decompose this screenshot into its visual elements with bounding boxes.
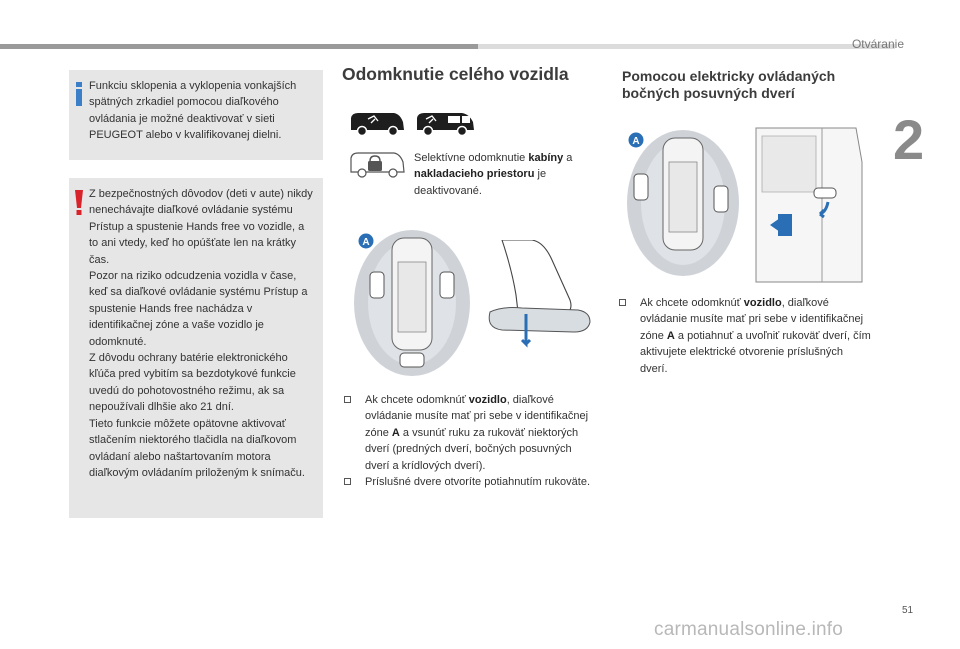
page-title: Odomknutie celého vozidla bbox=[342, 64, 569, 84]
zone-a-label-side: A bbox=[632, 136, 640, 147]
warning-exclamation-icon bbox=[74, 190, 84, 216]
checkbox-icon bbox=[344, 478, 351, 485]
instruction-item: Príslušné dvere otvoríte potiahnutím rukoväte. bbox=[342, 474, 592, 490]
header-bar-dark bbox=[0, 44, 478, 49]
page-number: 51 bbox=[902, 605, 914, 616]
info-icon bbox=[73, 82, 85, 106]
checkbox-icon bbox=[619, 299, 626, 306]
van-padlock-icon bbox=[348, 150, 406, 180]
side-title: Pomocou elektricky ovládaných bočných posuvných dverí bbox=[622, 68, 836, 101]
zone-a-badge-side bbox=[628, 132, 644, 148]
chapter-number: 2 bbox=[893, 108, 925, 171]
instruction-item: Ak chcete odomknúť vozidlo, diaľkové ovládanie musíte mať pri sebe v identifikačnej zóne A a vsunúť ruku za rukoväť niektorých dverí (predných dverí, bočných posuvných dverí a krídlových dverí). bbox=[342, 392, 592, 474]
instruction-item: Ak chcete odomknúť vozidlo, diaľkové ovládanie musíte mať pri sebe v identifikačnej zóne A a potiahnuť a uvoľniť rukoväť dverí, čím aktivujete elektrické otvorenie príslušných dverí. bbox=[617, 295, 872, 377]
van-cabin-icon bbox=[348, 110, 406, 138]
header-bar-light bbox=[478, 44, 895, 49]
zone-a-badge bbox=[358, 233, 374, 249]
zone-a-label: A bbox=[362, 237, 370, 248]
hand-on-handle-illustration bbox=[482, 240, 594, 360]
info-text: Funkciu sklopenia a vyklopenia vonkajších spätných zrkadiel pomocou diaľkového ovládania je možné deaktivovať v sieti PEUGEOT alebo v kvalifikovanej dielni. bbox=[89, 80, 297, 142]
sliding-door-handle-illustration bbox=[752, 122, 872, 284]
checkbox-icon bbox=[344, 396, 351, 403]
watermark: carmanualsonline.info bbox=[654, 619, 844, 640]
identification-zone-illustration bbox=[352, 228, 472, 378]
van-full-icon bbox=[414, 110, 476, 138]
warning-text: Z bezpečnostných dôvodov (deti v aute) nikdy nenechávajte diaľkové ovládanie systému Prístup a spustenie Hands free vo vozidle, a to ani vtedy, keď ho opúšťate len na krátky čas. Pozor na riziko odcudzenia vozidla v čase, keď sa diaľkové ovládanie systému Prístup a spustenie Hands free nachádza v identifikačnej zóne a vaše vozidlo je odomknuté. Z dôvodu ochrany batérie elektronického kľúča pred vybitím sa bezdotykové funkcie uvedú do pohotovostného režimu, ak sa nepoužívali dlhšie ako 21 dní. Tieto funkcie môžete opätovne aktivovať stlačením niektorého tlačidla na diaľkovom ovládaní alebo naštartovaním motora diaľkovým ovládaním priloženým k snímaču. bbox=[89, 188, 313, 479]
info-box bbox=[69, 70, 323, 160]
main-instructions bbox=[342, 392, 592, 490]
side-instructions bbox=[617, 295, 872, 377]
sliding-door-zone-illustration bbox=[626, 128, 740, 278]
warning-box bbox=[69, 178, 323, 518]
section-title: Otváranie bbox=[851, 37, 904, 51]
selective-unlock-note: Selektívne odomknutie kabíny a nakladacieho priestoru je deaktivované. bbox=[414, 152, 573, 197]
